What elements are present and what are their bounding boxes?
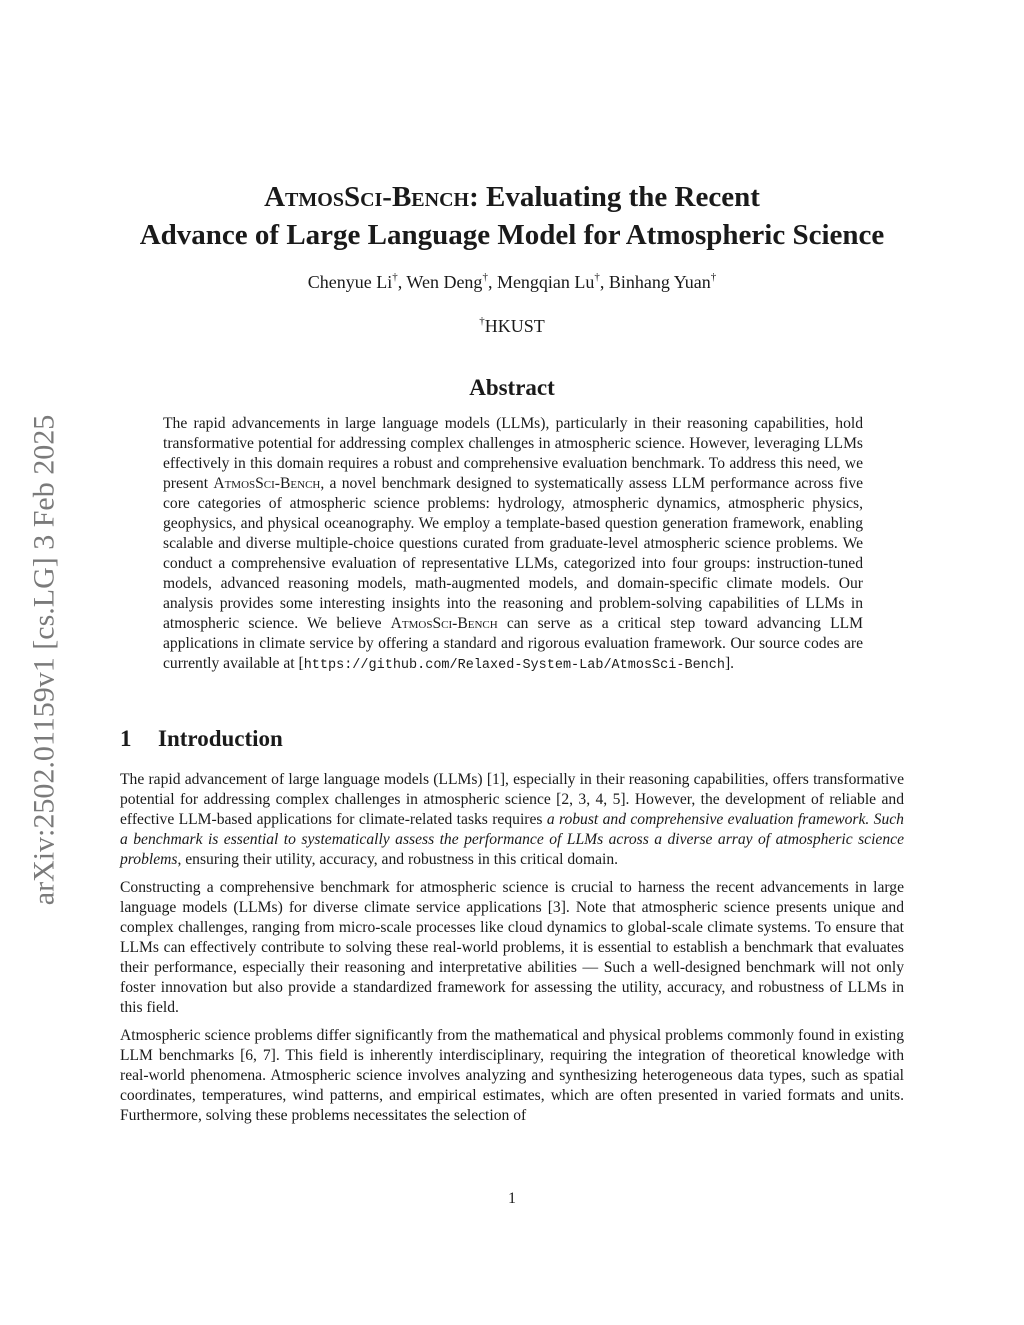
- abstract-text-4: ].: [724, 655, 735, 672]
- affiliation-name: HKUST: [484, 316, 545, 336]
- author-mark: †: [482, 271, 488, 283]
- author-list: [110, 272, 914, 293]
- affiliation: [110, 316, 914, 337]
- section-title: Introduction: [158, 726, 283, 751]
- abstract-text-2: , a novel benchmark designed to systematically assess LLM performance across five core categories of atmospheric science problems: hydrology, atmospheric dynamics, atmospheric physics, geophysics, and physical oceanography. We employ a template-based question generation framework, enabling scalable and diverse multiple-choice questions curated from graduate-level atmospheric science problems. We conduct a comprehensive evaluation of representative LLMs, categorized into four groups: instruction-tuned models, advanced reasoning models, math-augmented models, and domain-specific climate models. Our analysis provides some interesting insights into the reasoning and problem-solving capabilities of LLMs in atmospheric science. We believe: [163, 475, 863, 632]
- abstract-body: [163, 414, 863, 676]
- intro-p1-text-a: The rapid advancement of large language models (LLMs) [1], especially in their reasoning capabilities, offers transformative potential for addressing complex challenges in atmospheric science [2, 3, 4, 5]. However, the development of reliable and effective LLM-based applications for climate-related tasks requires: [120, 771, 904, 828]
- author: Wen Deng: [406, 272, 483, 292]
- intro-p1-text-b: , ensuring their utility, accuracy, and robustness in this critical domain.: [177, 851, 619, 868]
- source-code-link[interactable]: https://github.com/Relaxed-System-Lab/AtmosSci-Bench: [303, 658, 725, 673]
- abstract-heading: Abstract: [469, 375, 555, 400]
- author: Mengqian Lu: [496, 272, 595, 292]
- author-sep: ,: [397, 272, 407, 292]
- title-line-1: [110, 178, 914, 216]
- title-line-2: Advance of Large Language Model for Atmospheric Science: [139, 219, 885, 251]
- intro-paragraph-2: Constructing a comprehensive benchmark for atmospheric science is crucial to harness the recent advancements in large language models (LLMs) for diverse climate service applications [3]. Note that atmospheric science presents unique and complex challenges, ranging from micro-scale processes like cloud dynamics to global-scale climate systems. To ensure that LLMs can effectively contribute to solving these real-world problems, it is essential to establish a benchmark that evaluates their performance, especially their reasoning and interpretative abilities — Such a well-designed benchmark will not only foster innovation but also provide a standardized framework for assessing the utility, accuracy, and robustness of LLMs in this field.: [120, 879, 904, 1016]
- page-number: 1: [508, 1190, 516, 1207]
- intro-paragraph-1: [120, 770, 904, 870]
- arxiv-identifier: arXiv:2502.01159v1 [cs.LG] 3 Feb 2025: [27, 414, 60, 906]
- arxiv-sidebar: [20, 360, 68, 960]
- author-mark: †: [710, 271, 717, 283]
- benchmark-name-inline: AtmosSci-Bench: [213, 475, 321, 492]
- author-mark: †: [594, 271, 600, 283]
- author: Binhang Yuan: [608, 272, 711, 292]
- author: Chenyue Li: [307, 272, 393, 292]
- intro-paragraph-3: Atmospheric science problems differ significantly from the mathematical and physical problems commonly found in existing LLM benchmarks [6, 7]. This field is inherently interdisciplinary, requiring the integration of theoretical knowledge with real-world phenomena. Atmospheric science involves analyzing and synthesizing heterogeneous data types, such as spatial coordinates, temperatures, wind patterns, and empirical estimates, which are often presented in varied formats and units. Furthermore, solving these problems necessitates the selection of: [120, 1027, 904, 1124]
- intro-p1-emphasis: a robust and comprehensive evaluation framework. Such a benchmark is essential to systematically assess the performance of LLMs across a diverse array of atmospheric science problems: [120, 811, 904, 868]
- paper-title: [110, 178, 914, 254]
- abstract-text-1: The rapid advancements in large language models (LLMs), particularly in their reasoning capabilities, hold transformative potential for addressing complex challenges in atmospheric science. However, leveraging LLMs effectively in this domain requires a robust and comprehensive evaluation benchmark. To address this need, we present: [163, 415, 863, 492]
- abstract-text-3: can serve as a critical step toward advancing LLM applications in climate service by offering a standard and rigorous evaluation framework. Our source codes are currently available at [: [163, 615, 863, 672]
- benchmark-name-inline: AtmosSci-Bench: [390, 615, 498, 632]
- section-number: 1: [120, 726, 132, 751]
- title-line-1-rest: : Evaluating the Recent: [469, 181, 760, 213]
- author-sep: ,: [599, 272, 609, 292]
- author-sep: ,: [487, 272, 497, 292]
- benchmark-name: AtmosSci-Bench: [264, 181, 470, 213]
- section-heading-introduction: [120, 726, 904, 752]
- author-mark: †: [392, 271, 398, 283]
- affiliation-mark: †: [479, 315, 485, 327]
- introduction-body: [120, 770, 904, 1134]
